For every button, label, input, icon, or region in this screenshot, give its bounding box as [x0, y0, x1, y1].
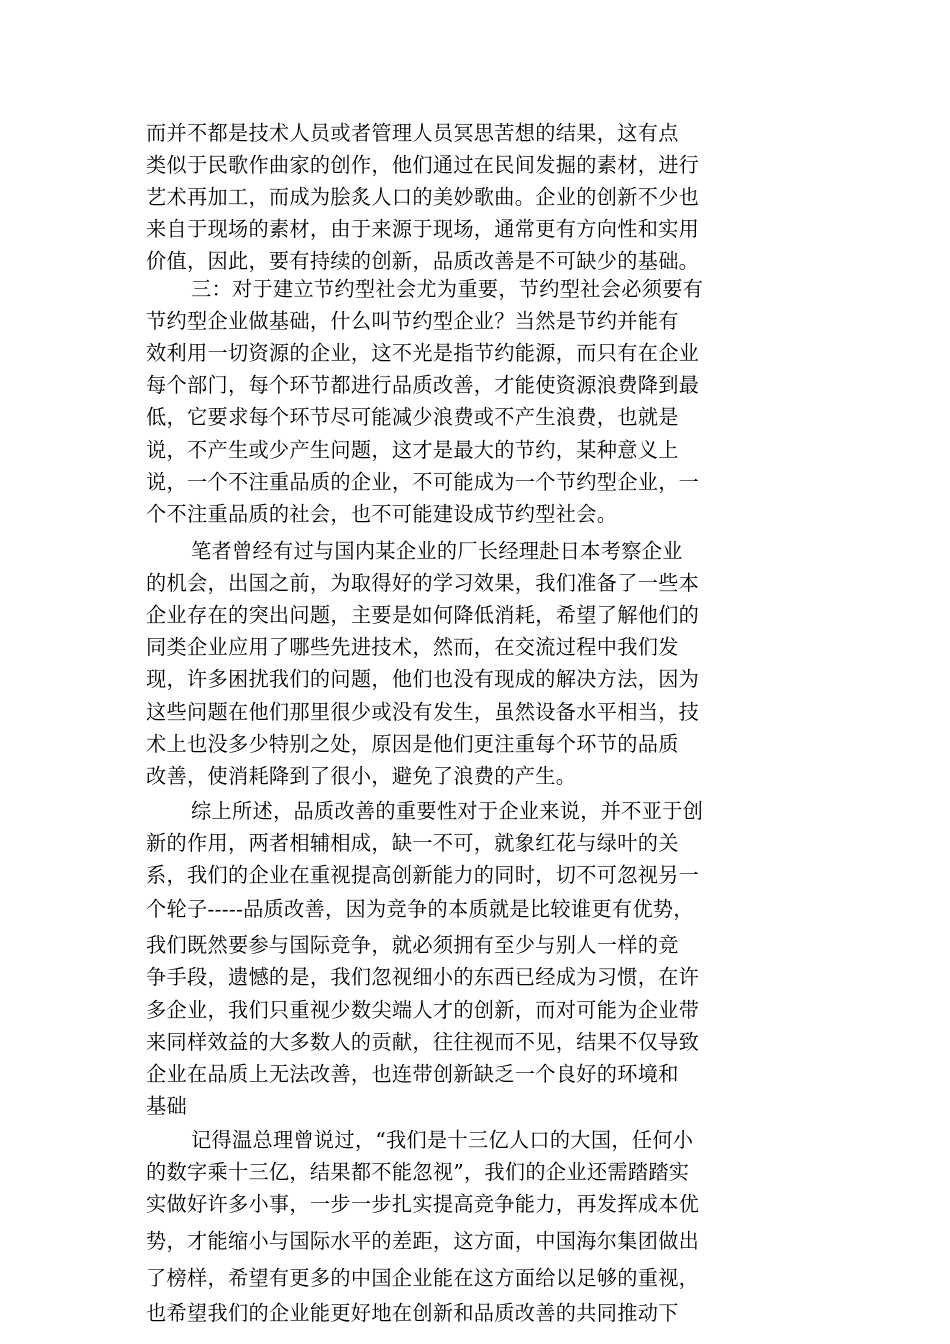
text-line: 记得温总理曾说过，“我们是十三亿人口的大国，任何小	[191, 1128, 694, 1152]
text-line: 势，才能缩小与国际水平的差距，这方面，中国海尔集团做出	[146, 1229, 700, 1253]
text-line: 多企业，我们只重视少数尖端人才的创新，而对可能为企业带	[146, 998, 700, 1022]
text-line: 笔者曾经有过与国内某企业的厂长经理赴日本考察企业	[191, 539, 683, 563]
text-line: 现，许多困扰我们的问题，他们也没有现成的解决方法，因为	[146, 667, 700, 691]
text-line: 来同样效益的大多数人的贡献，往往视而不见，结果不仅导致	[146, 1030, 700, 1054]
text-line: 三：对于建立节约型社会尤为重要，节约型社会必须要有	[191, 277, 704, 301]
text-line: 来自于现场的素材，由于来源于现场，通常更有方向性和实用	[146, 217, 700, 241]
text-line: 个不注重品质的社会，也不可能建设成节约型社会。	[146, 502, 618, 526]
text-line: 这些问题在他们那里很少或没有发生，虽然设备水平相当，技	[146, 700, 700, 724]
text-line: 说，不产生或少产生问题，这才是最大的节约，某种意义上	[146, 438, 679, 462]
text-line: 企业在品质上无法改善，也连带创新缺乏一个良好的环境和	[146, 1062, 679, 1086]
text-line: 争手段，遗憾的是，我们忽视细小的东西已经成为习惯，在许	[146, 965, 700, 989]
text-line: 综上所述，品质改善的重要性对于企业来说，并不亚于创	[191, 799, 704, 823]
text-line: 改善，使消耗降到了很小，避免了浪费的产生。	[146, 764, 577, 788]
text-line: 艺术再加工，而成为脍炙人口的美妙歌曲。企业的创新不少也	[146, 185, 700, 209]
text-line: 类似于民歌作曲家的创作，他们通过在民间发掘的素材，进行	[146, 153, 700, 177]
text-line: 每个部门，每个环节都进行品质改善，才能使资源浪费降到最	[146, 373, 700, 397]
text-line: 而并不都是技术人员或者管理人员冥思苦想的结果，这有点	[146, 121, 679, 145]
text-line: 同类企业应用了哪些先进技术，然而，在交流过程中我们发	[146, 635, 679, 659]
text-line: 也希望我们的企业能更好地在创新和品质改善的共同推动下	[146, 1301, 679, 1325]
text-line: 系，我们的企业在重视提高创新能力的同时，切不可忽视另一	[146, 863, 700, 887]
text-line: 的数字乘十三亿，结果都不能忽视”，我们的企业还需踏踏实	[146, 1160, 690, 1184]
text-line: 节约型企业做基础，什么叫节约型企业？当然是节约并能有	[146, 309, 679, 333]
text-line: 我们既然要参与国际竞争，就必须拥有至少与别人一样的竞	[146, 933, 679, 957]
text-line: 基础	[146, 1094, 187, 1118]
text-line: 效利用一切资源的企业，这不光是指节约能源，而只有在企业	[146, 341, 700, 365]
text-line: 了榜样，希望有更多的中国企业能在这方面给以足够的重视，	[146, 1266, 700, 1290]
text-line: 新的作用，两者相辅相成，缺一不可，就象红花与绿叶的关	[146, 831, 679, 855]
text-line: 个轮子-----品质改善，因为竞争的本质就是比较谁更有优势，	[146, 897, 694, 921]
text-line: 企业存在的突出问题，主要是如何降低消耗，希望了解他们的	[146, 603, 700, 627]
text-line: 的机会，出国之前，为取得好的学习效果，我们准备了一些本	[146, 571, 700, 595]
text-line: 价值，因此，要有持续的创新，品质改善是不可缺少的基础。	[146, 249, 700, 273]
text-line: 低，它要求每个环节尽可能减少浪费或不产生浪费，也就是	[146, 405, 679, 429]
text-line: 实做好许多小事，一步一步扎实提高竞争能力，再发挥成本优	[146, 1192, 700, 1216]
text-line: 说，一个不注重品质的企业，不可能成为一个节约型企业，一	[146, 470, 700, 494]
text-line: 术上也没多少特别之处，原因是他们更注重每个环节的品质	[146, 732, 679, 756]
